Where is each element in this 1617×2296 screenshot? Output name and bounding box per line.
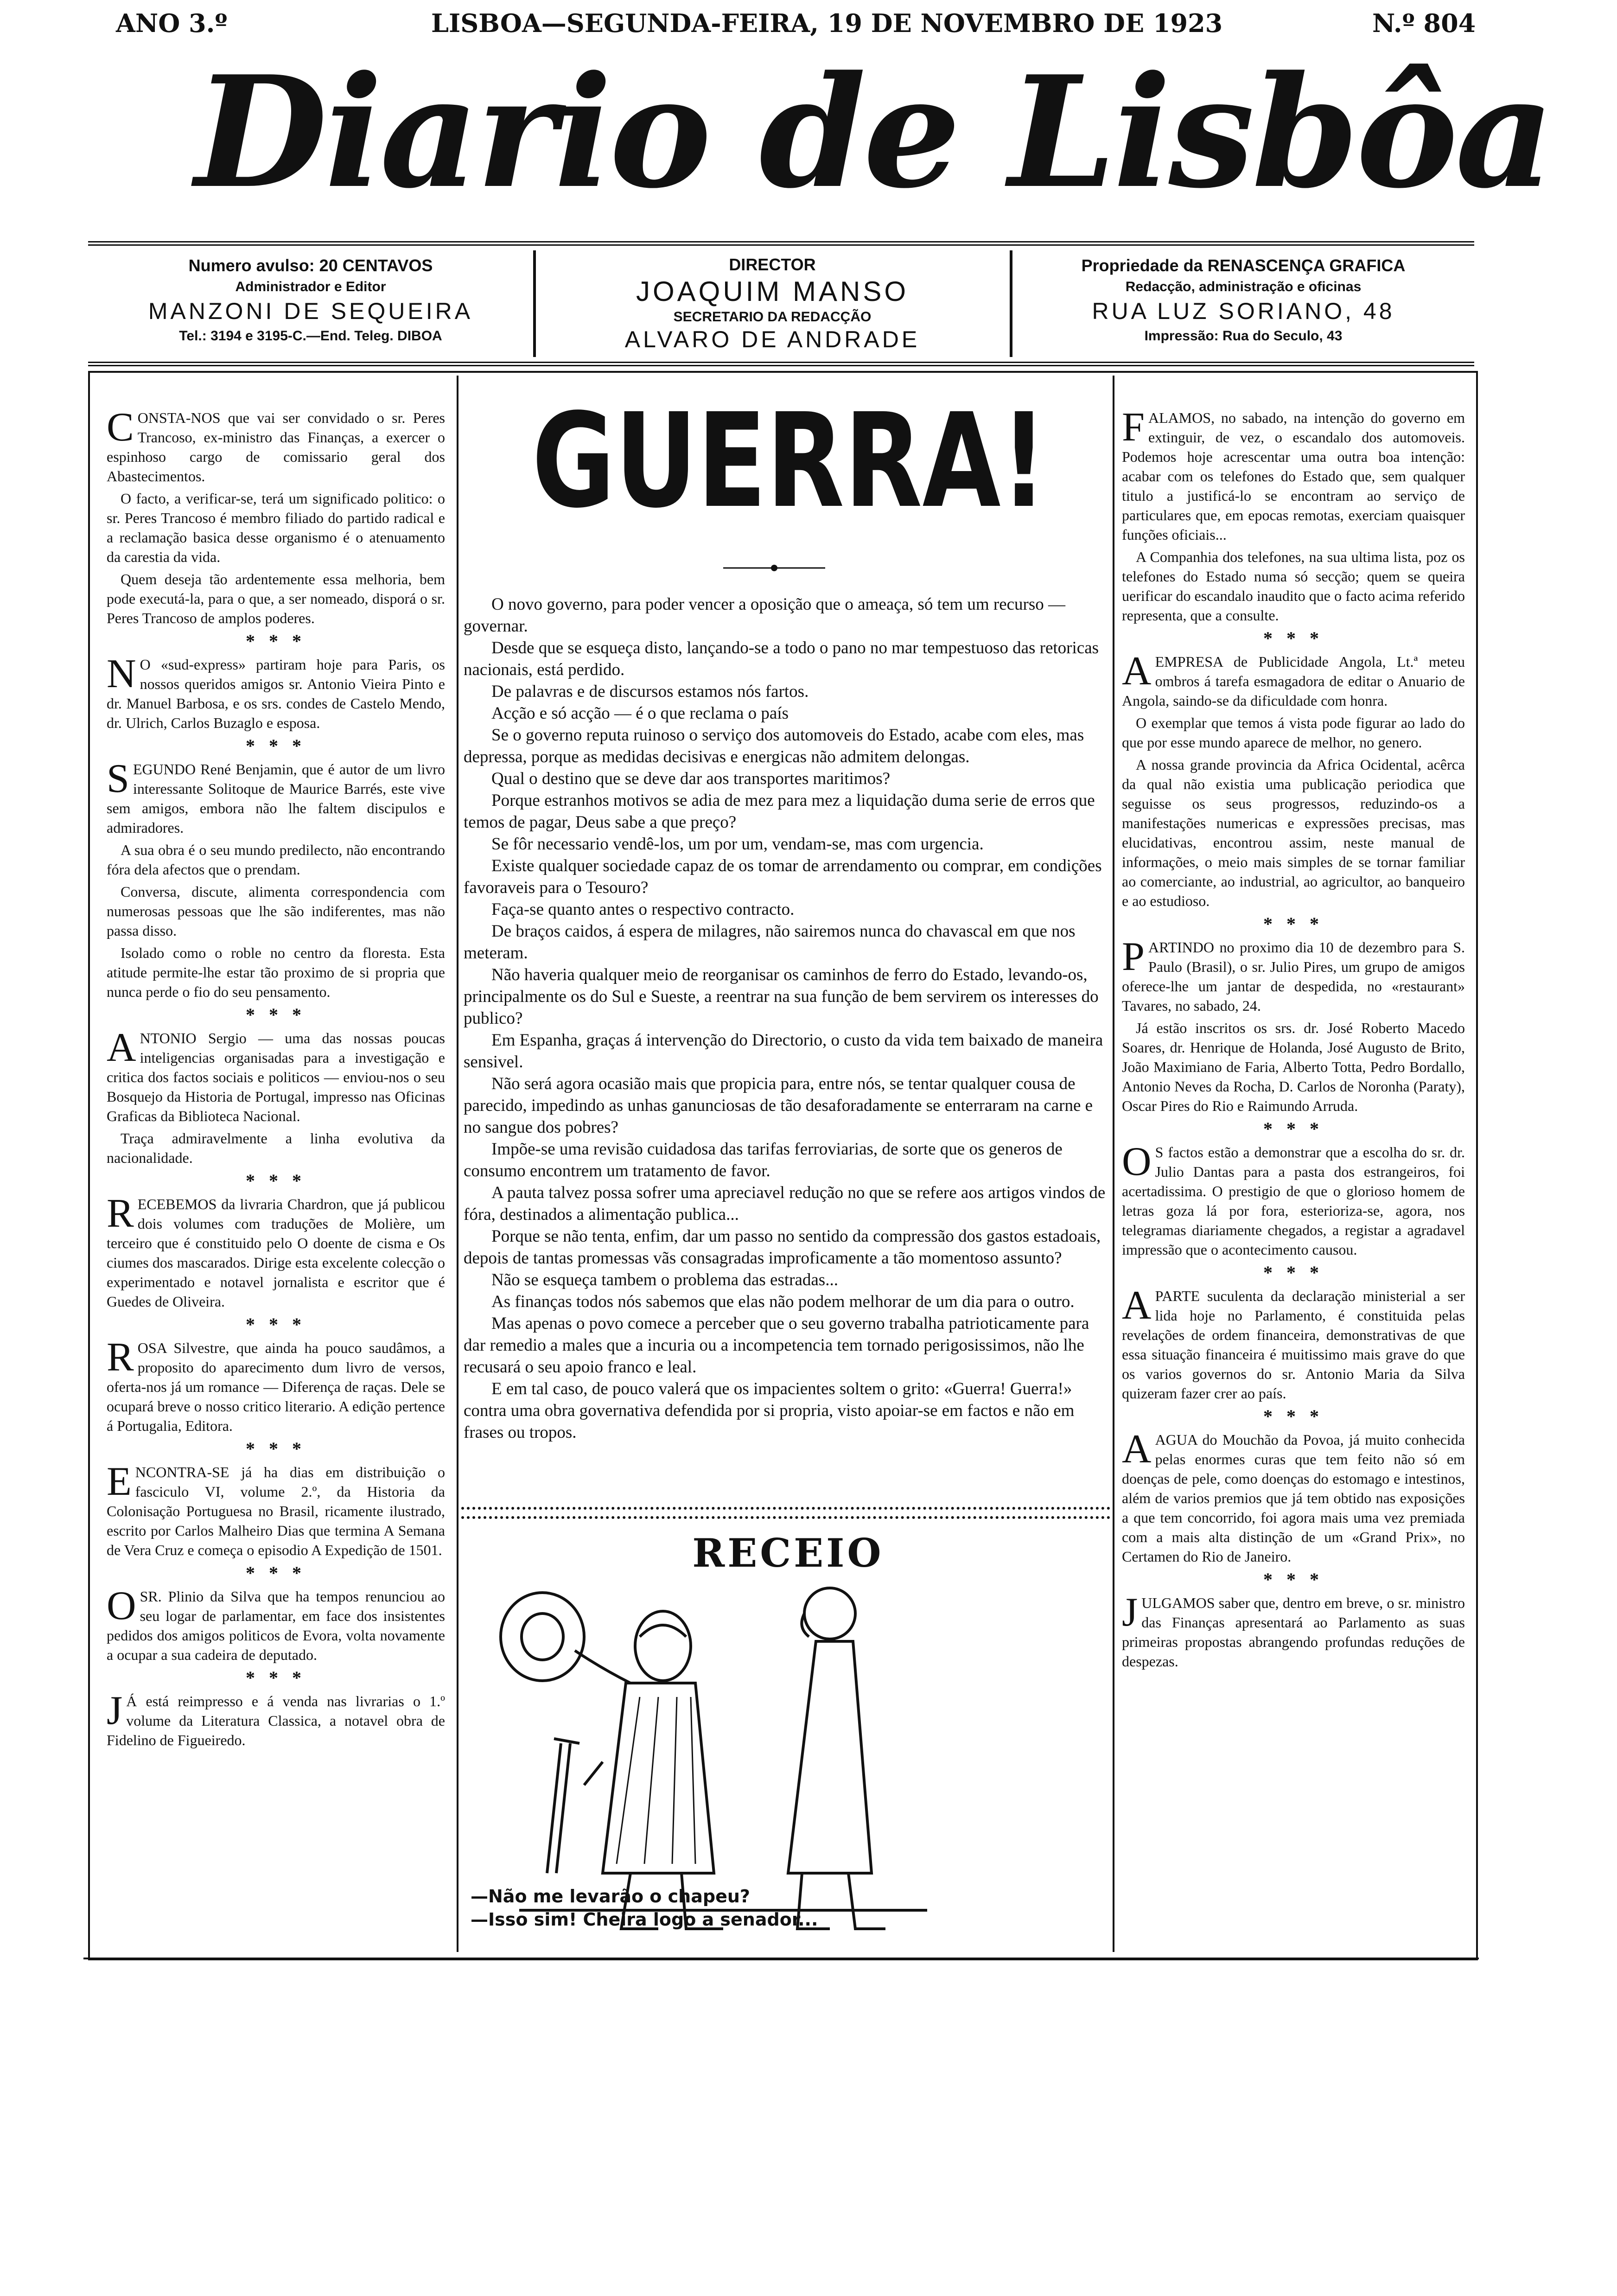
- editorial-paragraph: Não será agora ocasião mais que propicia para, entre nós, se tentar qualquer cousa de parecido, impedindo as unhas ganunciosas de tão desaforadamente se enterraram na carne e no sangue dos pobres?: [464, 1074, 1093, 1137]
- bottom-rule: [83, 1958, 1479, 1959]
- news-paragraph: [1122, 405, 1465, 544]
- cartoon-title: RECEIO: [692, 1530, 884, 1576]
- news-paragraph: [107, 1129, 445, 1167]
- editorial-paragraph: Se fôr necessario vendê-los, um por um, vendam-se, mas com urgencia.: [491, 835, 984, 854]
- editorial-paragraph: Impõe-se uma revisão cuidadosa das tarifas ferroviarias, de sorte que os generos de consumo encontrem um tratamento de favor.: [464, 1140, 1063, 1180]
- editorial-paragraph: Existe qualquer sociedade capaz de os tomar de arrendamento ou comprar, em condições favoraveis para o Tesouro?: [464, 856, 1102, 897]
- paragraph-text: Já estão inscritos os srs. dr. José Roberto Macedo Soares, dr. Henrique de Holanda, José Augusto de Brito, João Maximiano de Faria, Alberto Totta, Pedro Bordallo, Antonio Neves da Rocha, D. Carlos de Noronha (Paraty), Oscar Pires do Rio e Raimundo Arruda.: [1122, 1020, 1465, 1114]
- news-paragraph: [1122, 1018, 1465, 1116]
- editorial-paragraph: Porque estranhos motivos se adia de mez para mez a liquidação duma serie de erros que temos de pagar, Deus sabe a que preço?: [464, 791, 1095, 832]
- news-paragraph: [1122, 1427, 1465, 1566]
- news-paragraph: [1122, 1283, 1465, 1403]
- section-separator: * * *: [1263, 1406, 1324, 1427]
- section-separator: * * *: [246, 1438, 306, 1459]
- news-paragraph: [1122, 547, 1465, 625]
- editorial-paragraph: O novo governo, para poder vencer a oposição que o ameaça, só tem um recurso — governar.: [464, 595, 1066, 636]
- paragraph-text: ECEBEMOS da livraria Chardron, que já publicou dois volumes com traduções de Molière, um terceiro que é constituido pelo O doente de cisma e Os ciumes dos mascarados. Dirige esta excelente colecção o experimentado e notavel jornalista e escritor que é Guedes de Oliveira.: [107, 1196, 445, 1310]
- paragraph-text: OSA Silvestre, que ainda ha pouco saudâmos, a proposito do aparecimento dum livro de versos, oferta-nos já um romance — Diferença de raças. Dele se ocupará breve o nosso critico literario. A edição pertence á Portugalia, Editora.: [107, 1339, 445, 1434]
- drop-cap: A: [107, 1025, 136, 1070]
- right-column: [1122, 405, 1465, 1674]
- news-paragraph: [107, 882, 445, 940]
- drop-cap: C: [107, 405, 134, 450]
- paragraph-text: EMPRESA de Publicidade Angola, Lt.ª meteu ombros á tarefa esmagadora de editar o Anuario de Angola, saindo-se da dificuldade com honra.: [1122, 653, 1465, 709]
- news-paragraph: [107, 489, 445, 567]
- drop-cap: A: [1122, 1427, 1152, 1472]
- director-label: DIRECTOR: [729, 255, 816, 274]
- drop-cap: S: [107, 756, 129, 801]
- editorial-body: [464, 593, 1108, 1443]
- news-paragraph: [107, 405, 445, 486]
- section-separator: * * *: [246, 1170, 306, 1191]
- paragraph-text: ARTINDO no proximo dia 10 de dezembro para S. Paulo (Brasil), o sr. Julio Pires, um grupo de amigos oferece-lhe um jantar de despedida, no «restaurant» Tavares, no sabado, 24.: [1122, 939, 1465, 1014]
- drop-cap: A: [1122, 649, 1152, 694]
- editorial-paragraph: Desde que se esqueça disto, lançando-se a todo o pano no mar tempestuoso das retoricas nacionais, está perdido.: [464, 638, 1099, 679]
- drop-cap: O: [1122, 1139, 1152, 1184]
- editorial-paragraph: A pauta talvez possa sofrer uma apreciavel redução no que se refere aos artigos vindos de fóra, destinados a alimentação publica...: [464, 1183, 1106, 1224]
- drop-cap: R: [107, 1191, 134, 1236]
- paragraph-text: ALAMOS, no sabado, na intenção do governo em extinguir, de vez, o escandalo dos automoveis. Podemos hoje acrescentar uma outra boa intenção: acabar com os telefones do Estado que, sem qualquer titulo a justificá-lo se encontram ao serviço de particulares que, em epocas remotas, exerciam quaisquer funções oficiais...: [1122, 409, 1465, 543]
- editorial-paragraph: As finanças todos nós sabemos que elas não podem melhorar de um dia para o outro.: [491, 1292, 1075, 1311]
- paragraph-text: Traça admiravelmente a linha evolutiva da nacionalidade.: [107, 1130, 445, 1166]
- main-headline: GUERRA!: [532, 386, 1047, 537]
- divider-ornament-icon: [723, 563, 825, 573]
- section-separator: * * *: [246, 1667, 306, 1688]
- drop-cap: O: [107, 1583, 136, 1628]
- news-paragraph: [1122, 755, 1465, 911]
- editorial-paragraph: Não se esqueça tambem o problema das estradas...: [491, 1270, 838, 1289]
- drop-cap: A: [1122, 1283, 1152, 1328]
- info-left: [88, 246, 533, 362]
- paragraph-text: NTONIO Sergio — uma das nossas poucas inteligencias organisadas para a investigação e critica dos factos sociais e politicos — enviou-nos o seu Bosquejo da Historia de Portugal, impresso nas Oficinas Graficas da Biblioteca Nacional.: [107, 1030, 445, 1124]
- paragraph-text: Á está reimpresso e á venda nas livrarias o 1.º volume da Literatura Classica, a notavel obra de Fidelino de Figueiredo.: [107, 1693, 445, 1748]
- editorial-paragraph: De palavras e de discursos estamos nós fartos.: [491, 682, 809, 701]
- printing-line: Impressão: Rua do Seculo, 43: [1144, 328, 1343, 344]
- office-address: RUA LUZ SORIANO, 48: [1092, 298, 1395, 324]
- drop-cap: P: [1122, 934, 1145, 979]
- issue-year: ANO 3.º: [116, 8, 228, 38]
- section-separator: * * *: [1263, 1569, 1324, 1590]
- paragraph-text: AGUA do Mouchão da Povoa, já muito conhecida pelas enormes curas que tem feito não só em doenças de pele, como doenças do estomago e intestinos, além de varios premios que já tem obtido nas exposições a que tem concorrido, foi agora mais uma vez premiada com a mais alta distinção de um «Grand Prix», no Certamen do Rio de Janeiro.: [1122, 1431, 1465, 1565]
- news-paragraph: [1122, 713, 1465, 752]
- editorial-paragraph: Qual o destino que se deve dar aos transportes maritimos?: [491, 769, 891, 788]
- news-paragraph: [107, 1025, 445, 1126]
- editorial-paragraph: Não haveria qualquer meio de reorganisar os caminhos de ferro do Estado, levando-os, principalmente os do Sul e Sueste, a reentrar na sua função de bem servirem os interesses do publico?: [464, 965, 1099, 1028]
- paragraph-text: S factos estão a demonstrar que a escolha do sr. dr. Julio Dantas para a pasta dos estrangeiros, foi acertadissima. O prestigio de que o glorioso homem de letras goza lá por fora, esterioriza-se, agora, nos telegramas diariamente chegados, a registar a agradavel impressão que o acontecimento causou.: [1122, 1144, 1465, 1258]
- paragraph-text: O facto, a verificar-se, terá um significado politico: o sr. Peres Trancoso é membro filiado do partido radical e a reclamação basica desse organismo é o atenuamento da carestia da vida.: [107, 490, 445, 565]
- news-paragraph: [107, 1459, 445, 1560]
- section-separator: * * *: [1263, 1262, 1324, 1283]
- dateline: LISBOA—SEGUNDA-FEIRA, 19 DE NOVEMBRO DE 1923: [431, 8, 1223, 38]
- news-paragraph: [107, 569, 445, 628]
- section-separator: * * *: [1263, 913, 1324, 934]
- news-paragraph: [1122, 1590, 1465, 1671]
- paragraph-text: Isolado como o roble no centro da floresta. Esta atitude permite-lhe estar tão proximo de si propria que nunca perde o fio do seu pensamento.: [107, 944, 445, 1000]
- drop-cap: E: [107, 1459, 132, 1504]
- news-paragraph: [1122, 649, 1465, 710]
- section-separator: * * *: [1263, 1118, 1324, 1139]
- section-separator: * * *: [246, 735, 306, 756]
- price-line: Numero avulso: 20 CENTAVOS: [188, 256, 433, 275]
- paragraph-text: A Companhia dos telefones, na sua ultima lista, poz os telefones do Estado numa só secção; quem se queira uerificar do escandalo inaudito que o facto acima referido representa, que a consulte.: [1122, 548, 1465, 624]
- dotted-divider: [461, 1507, 1110, 1519]
- news-paragraph: [107, 1583, 445, 1665]
- director-name: JOAQUIM MANSO: [636, 276, 909, 307]
- telephone-line: Tel.: 3194 e 3195-C.—End. Teleg. DIBOA: [179, 328, 442, 344]
- paragraph-text: EGUNDO René Benjamin, que é autor de um livro interessante Solitoque de Maurice Barrés, este vive sem amigos, embora não lhe faltem discipulos e admiradores.: [107, 761, 445, 836]
- drop-cap: N: [107, 651, 136, 696]
- drop-cap: J: [1122, 1590, 1138, 1635]
- editorial-paragraph: E em tal caso, de pouco valerá que os impacientes soltem o grito: «Guerra! Guerra!» contra uma obra governativa defendida por si propria, visto apoiar-se em factos e não em frases ou tropos.: [464, 1379, 1075, 1442]
- column-rule: [1113, 376, 1114, 1952]
- news-paragraph: [1122, 934, 1465, 1015]
- paragraph-text: ONSTA-NOS que vai ser convidado o sr. Peres Trancoso, ex-ministro das Finanças, a exercer o espinhoso cargo de comissario geral dos Abastecimentos.: [107, 409, 445, 485]
- office-label: Redacção, administração e oficinas: [1125, 279, 1362, 294]
- paragraph-text: O exemplar que temos á vista pode figurar ao lado do que por esse mundo aparece de melhor, no genero.: [1122, 714, 1465, 751]
- editorial-paragraph: De braços caidos, á espera de milagres, não sairemos nunca do chavascal em que nos meteram.: [464, 922, 1076, 963]
- info-center: [536, 246, 1009, 362]
- drop-cap: F: [1122, 405, 1145, 450]
- admin-label: Administrador e Editor: [235, 279, 386, 294]
- news-paragraph: [107, 840, 445, 879]
- drop-cap: J: [107, 1688, 123, 1733]
- editorial-paragraph: Faça-se quanto antes o respectivo contracto.: [491, 900, 795, 919]
- ownership-line: Propriedade da RENASCENÇA GRAFICA: [1081, 256, 1406, 275]
- left-column: [107, 405, 445, 1753]
- section-separator: * * *: [246, 1563, 306, 1583]
- secretary-label: SECRETARIO DA REDACÇÃO: [673, 309, 872, 325]
- editorial-paragraph: Em Espanha, graças á intervenção do Directorio, o custo da vida tem baixado de maneira sensivel.: [464, 1031, 1103, 1071]
- section-separator: * * *: [246, 631, 306, 651]
- news-paragraph: [107, 1688, 445, 1750]
- paragraph-text: O «sud-express» partiram hoje para Paris, os nossos queridos amigos sr. Antonio Vieira Pinto e dr. Manuel Barbosa, e os srs. condes de Castelo Mendo, dr. Ulrich, Carlos Buzaglo e esposa.: [107, 656, 445, 731]
- cartoon-caption: [471, 1885, 934, 1931]
- editorial-paragraph: Acção e só acção — é o que reclama o país: [491, 704, 789, 723]
- caption-line-1: —Não me levarão o chapeu?: [471, 1886, 750, 1907]
- caption-line-2: —Isso sim! Cheira logo a senador...: [471, 1909, 818, 1930]
- section-separator: * * *: [246, 1004, 306, 1025]
- info-bar: [88, 241, 1474, 366]
- masthead-title: Diario de Lisbôa: [195, 42, 1552, 222]
- news-paragraph: [107, 1191, 445, 1311]
- section-separator: * * *: [246, 1314, 306, 1335]
- paragraph-text: SR. Plinio da Silva que ha tempos renunciou ao seu logar de parlamentar, em face dos insistentes pedidos dos amigos politicos de Evora, volta novamente a ocupar a sua cadeira de deputado.: [107, 1588, 445, 1663]
- news-paragraph: [107, 651, 445, 733]
- info-right: [1012, 246, 1474, 362]
- column-rule: [457, 376, 458, 1952]
- news-paragraph: [1122, 1139, 1465, 1259]
- paragraph-text: NCONTRA-SE já ha dias em distribuição o fasciculo VI, volume 2.º, da Historia da Colonisação Portuguesa no Brasil, ricamente ilustrado, escrito por Carlos Malheiro Dias que termina A Semana de Vera Cruz e começa o episodio A Expedição de 1501.: [107, 1464, 445, 1558]
- admin-name: MANZONI DE SEQUEIRA: [148, 298, 473, 324]
- top-line: [88, 5, 1525, 42]
- paragraph-text: ULGAMOS saber que, dentro em breve, o sr. ministro das Finanças apresentará ao Parlamento as suas primeiras propostas abrangendo profundas reduções de despezas.: [1122, 1594, 1465, 1670]
- editorial-paragraph: Se o governo reputa ruinoso o serviço dos automoveis do Estado, acabe com eles, mas depressa, porque as medidas decisivas e energicas não admitem delongas.: [464, 726, 1084, 766]
- paragraph-text: PARTE suculenta da declaração ministerial a ser lida hoje no Parlamento, é constituida pelas revelações de ordem financeira, demonstrativas de que essa situação financeira é muitissimo mais grave do que os varios governos do sr. Antonio Maria da Silva quizeram fazer crer ao país.: [1122, 1288, 1465, 1402]
- issue-number: N.º 804: [1372, 8, 1476, 38]
- editorial-paragraph: Porque se não tenta, enfim, dar um passo no sentido da compressão dos gastos estadoais, depois de tantas promessas vãs consagradas improficamente a tão momentoso assunto?: [464, 1227, 1101, 1268]
- section-separator: * * *: [1263, 628, 1324, 649]
- news-paragraph: [107, 943, 445, 1001]
- news-paragraph: [107, 756, 445, 837]
- editorial-paragraph: Mas apenas o povo comece a perceber que o seu governo trabalha patrioticamente para dar remedio a males que a incuria ou a incompetencia tem tornado perigosissimos, não lhe recusará o seu apoio franco e leal.: [464, 1314, 1089, 1377]
- news-paragraph: [107, 1335, 445, 1435]
- paragraph-text: Conversa, discute, alimenta correspondencia com numerosas pessoas que lhe são indiferentes, mas não passa disso.: [107, 883, 445, 939]
- paragraph-text: A sua obra é o seu mundo predilecto, não encontrando fóra dela afectos que o prendam.: [107, 842, 445, 878]
- paragraph-text: A nossa grande provincia da Africa Ocidental, acêrca da qual não existia uma publicação periodica que seguisse os seus progressos, reduzindo-os a manifestações numericas e expressões precisas, mas elucidativas, encontrou assim, neste manual de informações, o meio mais simples de se tornar familiar ao comerciante, ao industrial, ao agricultor, ao banqueiro e ao estudioso.: [1122, 756, 1465, 909]
- drop-cap: R: [107, 1335, 134, 1380]
- paragraph-text: Quem deseja tão ardentemente essa melhoria, bem pode executá-la, para o que, a ser nomeado, disporá o sr. Peres Trancoso de amplos poderes.: [107, 571, 445, 626]
- secretary-name: ALVARO DE ANDRADE: [624, 326, 920, 352]
